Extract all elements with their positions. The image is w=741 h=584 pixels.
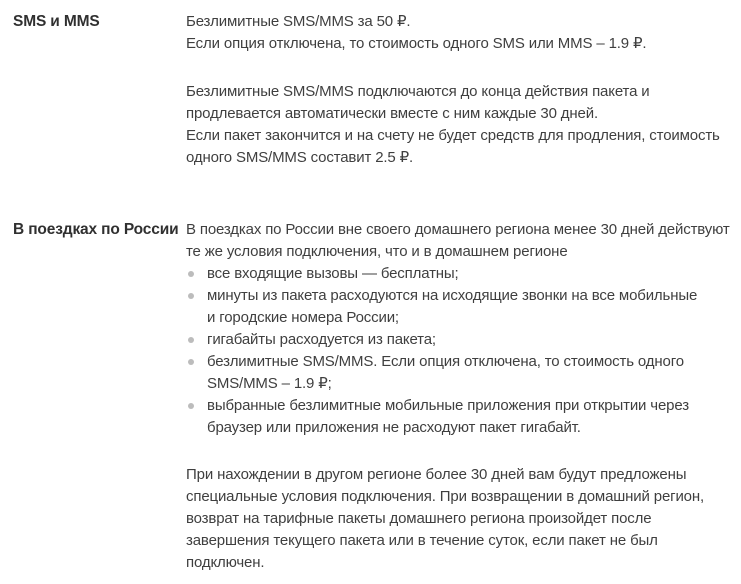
paragraph-sms-price (186, 11, 741, 55)
section-sms-mms-label: SMS и MMS (13, 13, 100, 30)
text-line: безлимитные SMS/MMS. Если опция отключена, то стоимость одного (207, 353, 684, 370)
text-line: все входящие вызовы — бесплатны; (207, 265, 459, 282)
paragraph-other-region (186, 464, 741, 574)
paragraph-sms-renewal (186, 81, 741, 169)
section-sms-mms-content (186, 11, 741, 169)
text-line: завершения текущего пакета или в течение суток, если пакет не был (186, 532, 658, 549)
text-line: При нахождении в другом регионе более 30 дней вам будут предложены (186, 466, 687, 483)
bullet-icon (188, 293, 194, 299)
text-line: специальные условия подключения. При возвращении в домашний регион, (186, 488, 705, 505)
text-line: минуты из пакета расходуются на исходящие звонки на все мобильные (207, 287, 698, 304)
section-sms-mms (13, 11, 741, 169)
text-line: В поездках по России вне своего домашнего региона менее 30 дней действуют (186, 221, 730, 238)
text-line: выбранные безлимитные мобильные приложения при открытии через (207, 397, 689, 414)
text-line: Безлимитные SMS/MMS подключаются до конца действия пакета и (186, 83, 650, 100)
text-line: те же условия подключения, что и в домашнем регионе (186, 243, 568, 260)
travel-conditions-list (186, 263, 741, 439)
section-travel-russia-label: В поездках по России (13, 221, 179, 238)
text-line: Если пакет закончится и на счету не будет средств для продления, стоимость (186, 127, 720, 144)
list-item-package-minutes (186, 285, 741, 329)
text-line: Если опция отключена, то стоимость одного SMS или MMS – 1.9 ₽. (186, 35, 647, 52)
list-item-unlimited-apps (186, 395, 741, 439)
list-item-incoming-calls (186, 263, 741, 285)
text-line: продлевается автоматически вместе с ним каждые 30 дней. (186, 105, 598, 122)
list-item-gigabytes (186, 329, 741, 351)
text-line: гигабайты расходуется из пакета; (207, 331, 436, 348)
text-line: и городские номера России; (207, 309, 399, 326)
bullet-icon (188, 271, 194, 277)
paragraph-travel-intro (186, 219, 741, 263)
text-line: SMS/MMS – 1.9 ₽; (207, 375, 332, 392)
list-item-unlimited-sms (186, 351, 741, 395)
section-travel-russia-content (186, 219, 741, 574)
text-line: Безлимитные SMS/MMS за 50 ₽. (186, 13, 411, 30)
section-travel-russia (13, 219, 741, 574)
text-line: возврат на тарифные пакеты домашнего региона произойдет после (186, 510, 652, 527)
text-line: браузер или приложения не расходуют пакет гигабайт. (207, 419, 581, 436)
text-line: подключен. (186, 554, 265, 571)
bullet-icon (188, 359, 194, 365)
text-line: одного SMS/MMS составит 2.5 ₽. (186, 149, 414, 166)
bullet-icon (188, 337, 194, 343)
bullet-icon (188, 403, 194, 409)
